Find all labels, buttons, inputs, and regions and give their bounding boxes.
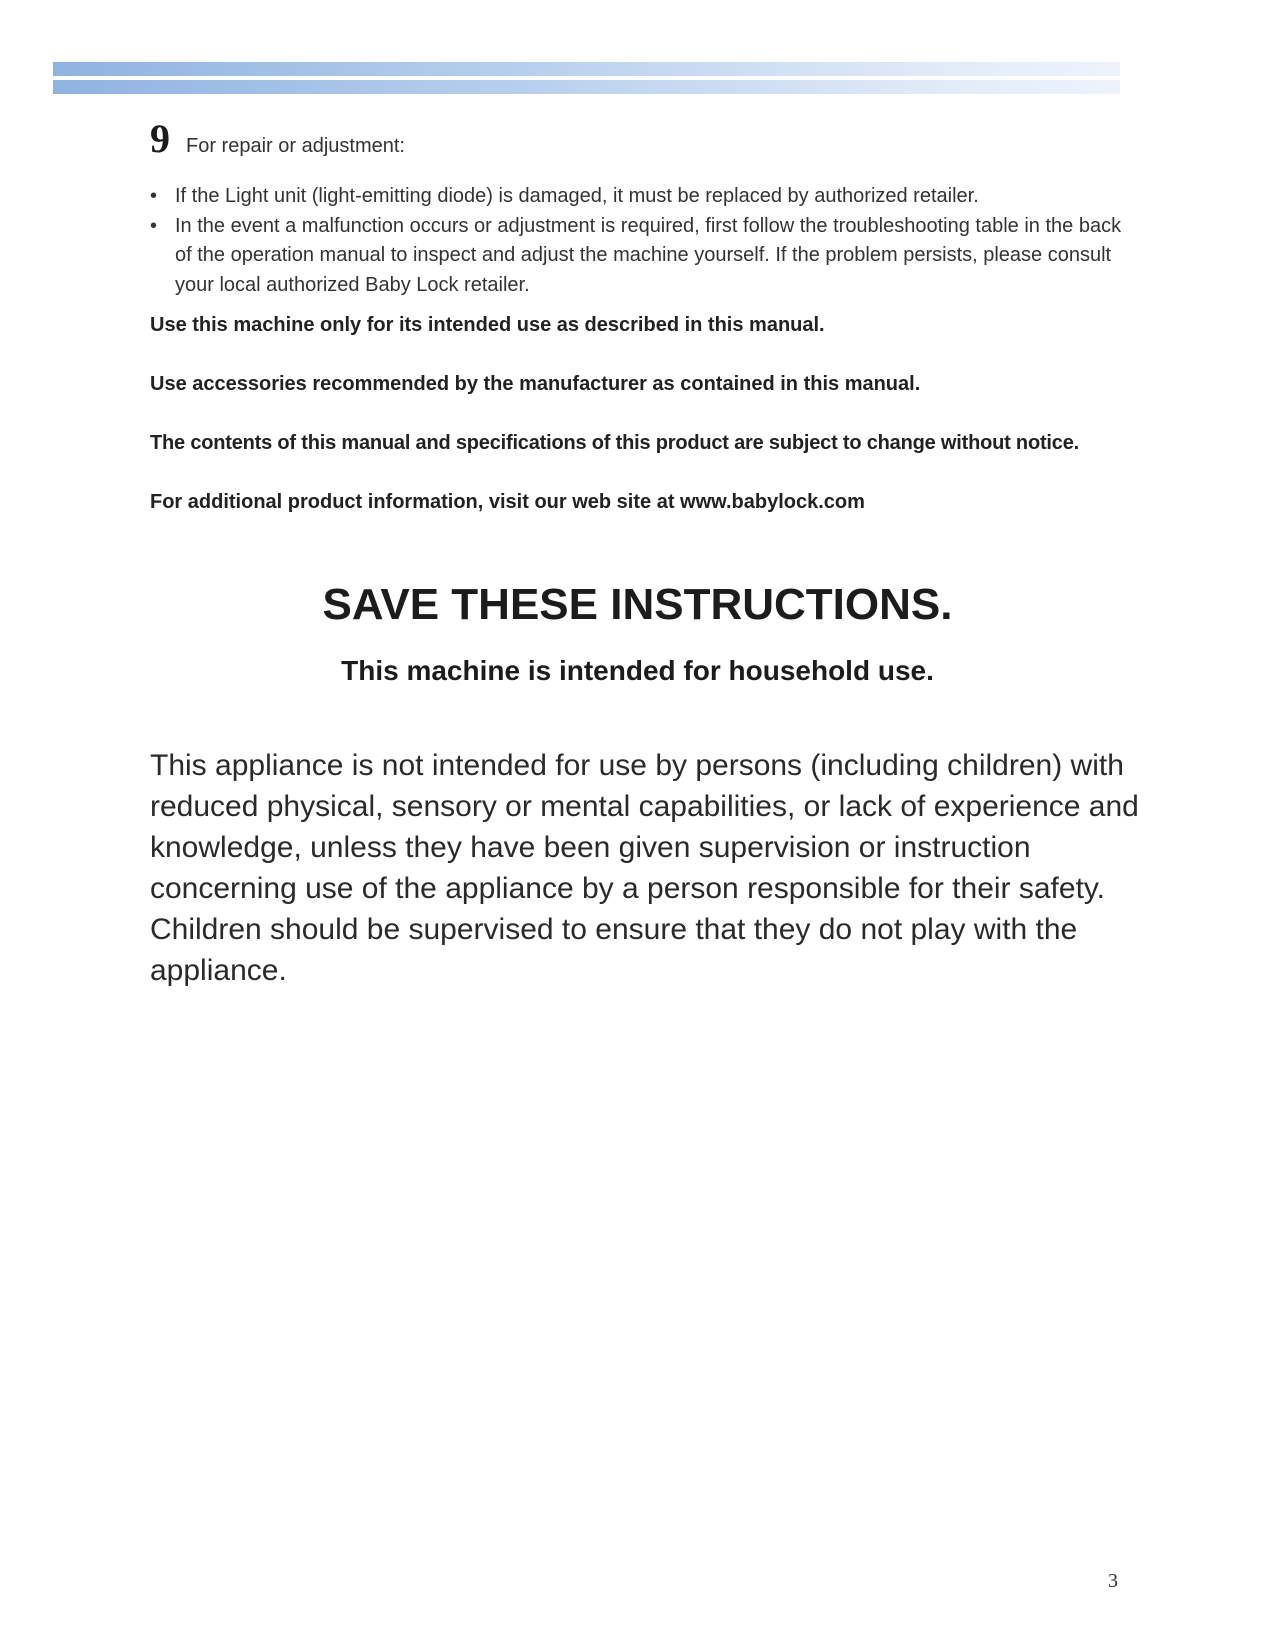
note-website: For additional product information, visit our web site at www.babylock.com — [150, 491, 865, 513]
page-number: 3 — [1108, 1570, 1118, 1592]
section-heading — [150, 115, 405, 162]
section-title: For repair or adjustment: — [186, 135, 405, 157]
section-number: 9 — [150, 116, 170, 161]
note-accessories: Use accessories recommended by the manufacturer as contained in this manual. — [150, 373, 921, 395]
repair-bullet-list — [150, 182, 1130, 300]
header-band-bottom — [53, 80, 1120, 94]
household-use-note: This machine is intended for household use. — [341, 655, 934, 686]
save-instructions-heading: SAVE THESE INSTRUCTIONS. — [322, 580, 953, 629]
bullet-item: • In the event a malfunction occurs or adjustment is required, first follow the troubleshooting table in the back of the operation manual to inspect and adjust the machine yourself. If the problem persists, please consult your local authorized Baby Lock retailer. — [150, 212, 1130, 301]
note-intended-use: Use this machine only for its intended use as described in this manual. — [150, 314, 825, 336]
note-specifications: The contents of this manual and specifications of this product are subject to change without notice. — [150, 432, 1079, 454]
header-band-top — [53, 62, 1120, 76]
bullet-item: • If the Light unit (light-emitting diode) is damaged, it must be replaced by authorized retailer. — [150, 182, 1130, 212]
appliance-warning-paragraph: This appliance is not intended for use by persons (including children) with reduced physical, sensory or mental capabilities, or lack of experience and knowledge, unless they have been given supervision or instruction concerning use of the appliance by a person responsible for their safety. Children should be supervised to ensure that they do not play with the appliance. — [150, 749, 1139, 987]
